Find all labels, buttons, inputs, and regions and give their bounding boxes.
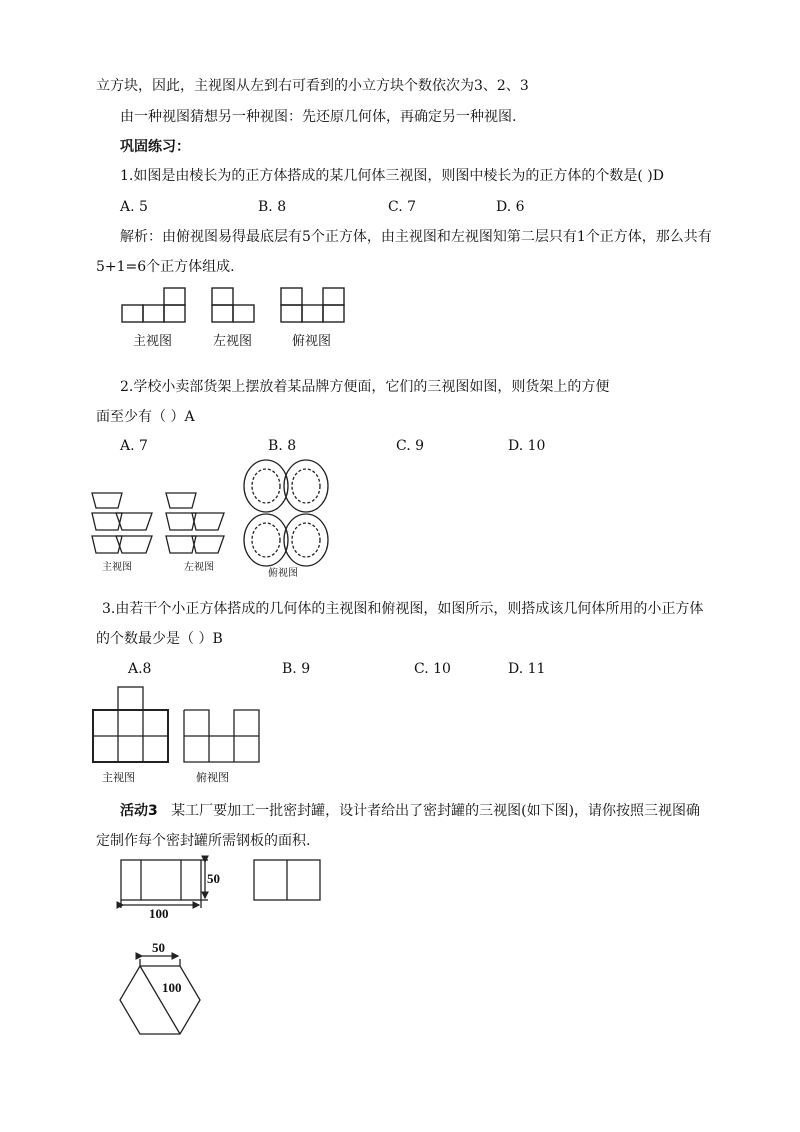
q1-caption-top: 俯视图: [292, 334, 332, 349]
q3-option-c: C. 10: [414, 661, 451, 677]
q2-top-view: [244, 460, 328, 566]
q3-front-view: [93, 687, 168, 762]
q1-option-b: B. 8: [258, 199, 287, 215]
q3-option-a: A.8: [128, 661, 152, 677]
intro-line-1: 立方块，因此，主视图从左到右可看到的小立方块个数依次为3、2、3: [96, 78, 529, 94]
q1-caption-left: 左视图: [213, 334, 253, 349]
activity3-dim-height: 50: [207, 871, 220, 886]
q3-caption-front: 主视图: [102, 771, 135, 784]
activity3-dim-width: 100: [149, 906, 169, 921]
q2-caption-top: 俯视图: [268, 568, 298, 579]
q3-stem-line-2: 的个数最少是（ ）B: [96, 631, 223, 647]
q1-stem: 1.如图是由棱长为的正方体搭成的某几何体三视图，则图中棱长为的正方体的个数是( )D: [120, 168, 664, 184]
q2-caption-front: 主视图: [102, 562, 132, 573]
q2-caption-left: 左视图: [184, 562, 214, 573]
q2-option-b: B. 8: [268, 438, 297, 454]
activity3-top-view: [120, 956, 200, 1034]
q2-option-a: A. 7: [120, 438, 148, 454]
q3-option-b: B. 9: [282, 661, 311, 677]
q2-left-view: [166, 493, 224, 553]
activity3-three-views-figure: [112, 855, 342, 1040]
q1-front-view: [122, 288, 185, 322]
intro-line-2: 由一种视图猜想另一种视图：先还原几何体，再确定另一种视图.: [120, 109, 517, 125]
q1-caption-front: 主视图: [133, 334, 173, 349]
q1-left-view: [212, 288, 254, 322]
activity3-line-2: 定制作每个密封罐所需钢板的面积.: [96, 833, 311, 849]
q2-option-c: C. 9: [396, 438, 425, 454]
activity3-text: 某工厂要加工一批密封罐，设计者给出了密封罐的三视图(如下图)，请你按照三视图确: [171, 803, 701, 819]
activity3-line-1: [120, 802, 700, 820]
q3-stem-line-1: 3.由若干个小正方体搭成的几何体的主视图和俯视图，如图所示，则搭成该几何体所用的小正方体: [102, 601, 704, 617]
q1-option-d: D. 6: [496, 199, 525, 215]
q3-two-views-figure: [88, 685, 278, 785]
q3-caption-top: 俯视图: [196, 771, 229, 784]
q2-three-views-figure: [88, 458, 338, 583]
q3-option-d: D. 11: [508, 661, 546, 677]
q2-option-d: D. 10: [508, 438, 546, 454]
q2-stem-line-1: 2.学校小卖部货架上摆放着某品牌方便面，它们的三视图如图，则货架上的方便: [120, 379, 610, 395]
q1-option-a: A. 5: [120, 199, 148, 215]
q1-analysis-line-1: 解析：由俯视图易得最底层有5个正方体，由主视图和左视图知第二层只有1个正方体，那么共有: [120, 229, 712, 245]
q3-top-view: [184, 710, 259, 762]
activity3-label: 活动3: [120, 803, 158, 819]
q1-option-c: C. 7: [388, 199, 417, 215]
activity3-dim-diagonal: 100: [162, 980, 182, 995]
q2-stem-line-2: 面至少有（ ）A: [96, 409, 195, 425]
q1-analysis-line-2: 5+1=6个正方体组成.: [96, 259, 235, 275]
practice-heading: 巩固练习：: [120, 139, 190, 155]
activity3-front-view: [121, 860, 208, 908]
q1-three-views-figure: [115, 285, 365, 355]
q2-front-view: [92, 493, 152, 553]
activity3-left-view: [254, 860, 320, 900]
activity3-dim-side: 50: [152, 940, 165, 955]
q1-top-view: [281, 288, 344, 322]
